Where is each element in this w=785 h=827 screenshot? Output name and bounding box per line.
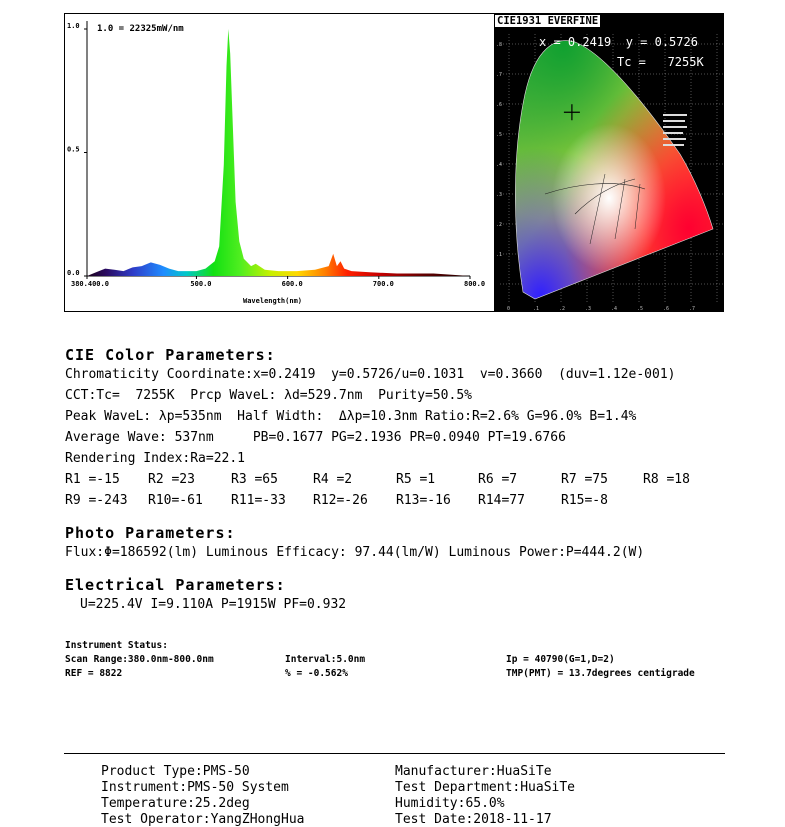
- manufacturer: Manufacturer:HuaSiTe: [395, 764, 552, 779]
- test-operator: Test Operator:YangZHongHua: [101, 812, 305, 827]
- r-value: R13=-16: [396, 493, 451, 508]
- svg-text:.1: .1: [496, 252, 503, 258]
- interval: Interval:5.0nm: [285, 654, 366, 665]
- instrument-status-label: Instrument Status:: [65, 640, 168, 651]
- cie-coordinate: x = 0.2419 y = 0.5726: [539, 35, 698, 49]
- svg-text:.7: .7: [496, 72, 503, 78]
- spectrum-axes: [87, 21, 470, 276]
- spectrum-chart: [64, 13, 495, 312]
- svg-text:.2: .2: [496, 222, 503, 228]
- cie-diagram: [494, 13, 724, 312]
- cct-line: CCT:Tc= 7255K Prcp WaveL: λd=529.7nm Purity=50.5%: [65, 388, 472, 403]
- r-value: R7 =75: [561, 472, 608, 487]
- y-tick-label: 0.5: [67, 145, 80, 154]
- x-tick-label: 700.0: [372, 280, 394, 288]
- electrical-line: U=225.4V I=9.110A P=1915W PF=0.932: [80, 597, 347, 612]
- humidity: Humidity:65.0%: [395, 796, 505, 811]
- x-tick-label: 600.0: [281, 280, 303, 288]
- x-tick-label: 800.0: [464, 280, 486, 288]
- color-params-heading: CIE Color Parameters:: [65, 346, 276, 364]
- r-value: R6 =7: [478, 472, 518, 487]
- ip-value: Ip = 40790(G=1,D=2): [506, 654, 615, 665]
- percent-value: % = -0.562%: [285, 668, 348, 679]
- footer-divider: [64, 753, 725, 754]
- r-value: R3 =65: [231, 472, 278, 487]
- svg-text:.7: .7: [689, 306, 696, 311]
- peak-wavelength-line: Peak WaveL: λp=535nm Half Width: Δλp=10.3nm Ratio:R=2.6% G=96.0% B=1.4%: [65, 409, 637, 424]
- scale-label: 1.0 = 22325mW/nm: [97, 24, 184, 34]
- test-department: Test Department:HuaSiTe: [395, 780, 576, 795]
- svg-text:.4: .4: [496, 162, 503, 168]
- y-tick-label: 1.0: [67, 22, 80, 30]
- tmp-value: TMP(PMT) = 13.7degrees centigrade: [506, 668, 695, 679]
- x-axis-label: Wavelength(nm): [243, 297, 303, 305]
- chromaticity-line: Chromaticity Coordinate:x=0.2419 y=0.5726/u=0.1031 v=0.3660 (duv=1.12e-001): [65, 367, 676, 382]
- cie-title: CIE1931 EVERFINE: [497, 15, 599, 27]
- x-tick-label: 380.400.0: [71, 280, 109, 288]
- svg-text:.2: .2: [559, 306, 566, 311]
- temperature: Temperature:25.2deg: [101, 796, 250, 811]
- r-value: R2 =23: [148, 472, 195, 487]
- r-value: R8 =18: [643, 472, 690, 487]
- r-value: R4 =2: [313, 472, 353, 487]
- test-date: Test Date:2018-11-17: [395, 812, 552, 827]
- svg-text:0: 0: [507, 306, 511, 311]
- r-value: R12=-26: [313, 493, 368, 508]
- r-value: R11=-33: [231, 493, 286, 508]
- svg-text:.1: .1: [533, 306, 540, 311]
- scan-range: Scan Range:380.0nm-800.0nm: [65, 654, 214, 665]
- svg-text:.3: .3: [585, 306, 592, 311]
- r-value: R1 =-15: [65, 472, 120, 487]
- svg-text:.5: .5: [496, 132, 503, 138]
- r-value: R15=-8: [561, 493, 608, 508]
- rendering-index-line: Rendering Index:Ra=22.1: [65, 451, 246, 466]
- average-wave-line: Average Wave: 537nm PB=0.1677 PG=2.1936 PR=0.0940 PT=19.6766: [65, 430, 566, 445]
- product-type: Product Type:PMS-50: [101, 764, 250, 779]
- electrical-params-heading: Electrical Parameters:: [65, 576, 286, 594]
- svg-text:.8: .8: [496, 42, 503, 48]
- r-value: R10=-61: [148, 493, 203, 508]
- svg-text:.5: .5: [637, 306, 644, 311]
- photo-params-heading: Photo Parameters:: [65, 524, 236, 542]
- spectrum-ticks: [67, 22, 485, 288]
- svg-text:.6: .6: [496, 102, 503, 108]
- spectrum-svg: [65, 14, 494, 311]
- spectrum-curve: [87, 29, 470, 276]
- svg-text:.4: .4: [611, 306, 618, 311]
- ref-value: REF = 8822: [65, 668, 123, 679]
- cie-color-temperature: Tc = 7255K: [617, 55, 704, 69]
- r-value: R9 =-243: [65, 493, 128, 508]
- svg-text:.6: .6: [663, 306, 670, 311]
- y-tick-label: 0.0: [67, 269, 80, 277]
- svg-text:.3: .3: [496, 192, 503, 198]
- r-value: R5 =1: [396, 472, 436, 487]
- instrument-name: Instrument:PMS-50 System: [101, 780, 289, 795]
- x-tick-label: 500.0: [190, 280, 212, 288]
- r-value: R14=77: [478, 493, 525, 508]
- flux-line: Flux:Φ=186592(lm) Luminous Efficacy: 97.44(lm/W) Luminous Power:P=444.2(W): [65, 545, 645, 560]
